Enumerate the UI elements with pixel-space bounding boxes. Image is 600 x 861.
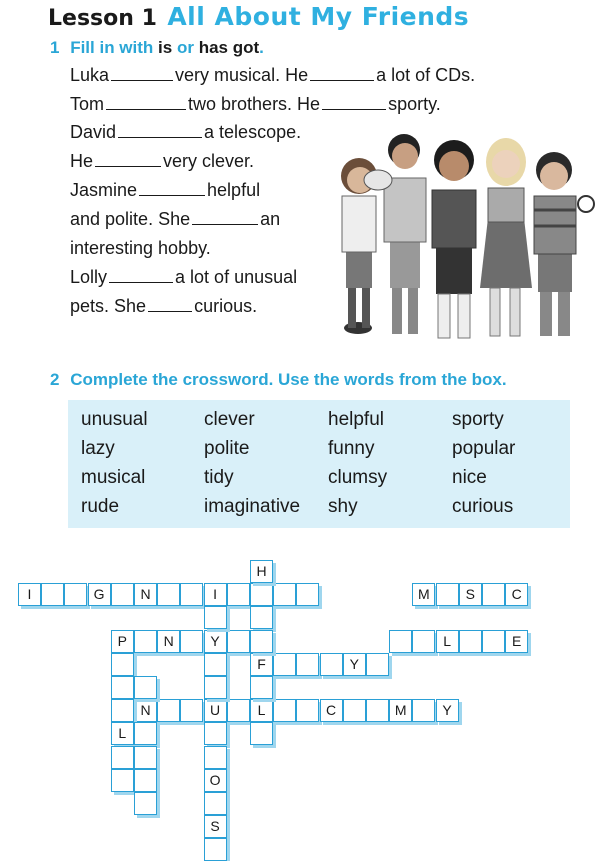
crossword-cell[interactable]	[482, 630, 505, 653]
keyword-has-got: has got	[198, 38, 260, 57]
crossword-cell[interactable]: O	[204, 769, 227, 792]
answer-blank[interactable]	[192, 210, 258, 225]
crossword-cell[interactable]	[482, 583, 505, 606]
crossword-cell[interactable]	[111, 676, 134, 699]
crossword-cell[interactable]	[157, 699, 180, 722]
keyword-or: or	[176, 38, 194, 57]
crossword-cell[interactable]: N	[134, 583, 157, 606]
word-box-word: musical	[81, 467, 146, 488]
crossword-cell[interactable]	[296, 583, 319, 606]
crossword-cell[interactable]	[111, 746, 134, 769]
crossword-cell[interactable]	[250, 722, 273, 745]
crossword-cell[interactable]: S	[459, 583, 482, 606]
crossword-cell[interactable]	[111, 583, 134, 606]
crossword-cell[interactable]	[389, 630, 412, 653]
crossword-cell[interactable]: E	[505, 630, 528, 653]
crossword-cell[interactable]: I	[18, 583, 41, 606]
crossword-cell[interactable]: N	[134, 699, 157, 722]
answer-blank[interactable]	[139, 181, 205, 196]
crossword-cell[interactable]: L	[436, 630, 459, 653]
crossword-cell[interactable]: P	[111, 630, 134, 653]
word-box-word: rude	[81, 496, 120, 517]
crossword-cell[interactable]	[180, 699, 203, 722]
word-box-word: polite	[204, 438, 250, 459]
sentence-text: an	[260, 209, 281, 229]
crossword-cell[interactable]: F	[250, 653, 273, 676]
crossword-cell[interactable]	[227, 583, 250, 606]
sentence-line	[70, 237, 211, 259]
sentence-text: and polite. She	[70, 209, 191, 229]
crossword-cell[interactable]	[296, 699, 319, 722]
crossword-cell[interactable]	[134, 769, 157, 792]
word-box-word: popular	[452, 438, 516, 459]
crossword-cell[interactable]	[459, 630, 482, 653]
crossword-cell[interactable]: M	[412, 583, 435, 606]
sentence-line	[70, 64, 475, 86]
crossword-cell[interactable]	[180, 630, 203, 653]
word-box-word: funny	[328, 438, 375, 459]
crossword-cell[interactable]	[134, 746, 157, 769]
crossword-cell[interactable]: U	[204, 699, 227, 722]
crossword-cell[interactable]	[41, 583, 64, 606]
word-box-word: sporty	[452, 409, 504, 430]
crossword-cell[interactable]: Y	[204, 630, 227, 653]
crossword-cell[interactable]	[343, 699, 366, 722]
exercise-2-number: 2	[50, 370, 60, 389]
answer-blank[interactable]	[310, 66, 374, 81]
sentence-text: a lot of CDs.	[376, 65, 476, 85]
lesson-number: Lesson 1	[48, 6, 157, 31]
keyword-is: is	[158, 38, 173, 57]
crossword-cell[interactable]: S	[204, 815, 227, 838]
crossword-cell[interactable]: L	[111, 722, 134, 745]
crossword-cell[interactable]	[227, 630, 250, 653]
lesson-title: All About My Friends	[167, 2, 470, 31]
answer-blank[interactable]	[106, 95, 186, 110]
sentence-text: pets. She	[70, 296, 147, 316]
crossword-cell[interactable]	[134, 630, 157, 653]
answer-blank[interactable]	[111, 66, 173, 81]
crossword-cell[interactable]	[250, 676, 273, 699]
crossword-cell[interactable]: N	[157, 630, 180, 653]
crossword-cell[interactable]: L	[250, 699, 273, 722]
word-box-word: imaginative	[204, 496, 301, 517]
exercise-1-prefix: Fill in with	[70, 38, 154, 57]
crossword-cell[interactable]	[180, 583, 203, 606]
exercise-1-number: 1	[50, 38, 60, 57]
crossword-cell[interactable]	[111, 699, 134, 722]
crossword-cell[interactable]: C	[505, 583, 528, 606]
sentence-text: two brothers. He	[188, 94, 321, 114]
word-box	[68, 400, 570, 528]
crossword-cell[interactable]: G	[88, 583, 111, 606]
kids-illustration	[328, 118, 598, 358]
exercise-2-instruction: Complete the crossword. Use the words from the box.	[70, 370, 507, 389]
answer-blank[interactable]	[109, 268, 173, 283]
answer-blank[interactable]	[118, 123, 202, 138]
crossword-cell[interactable]	[250, 630, 273, 653]
word-box-word: clumsy	[328, 467, 388, 488]
crossword-cell[interactable]	[412, 630, 435, 653]
lesson-header	[48, 2, 469, 31]
answer-blank[interactable]	[95, 152, 161, 167]
sentence-text: very musical. He	[175, 65, 309, 85]
crossword-cell[interactable]	[134, 676, 157, 699]
crossword-cell[interactable]	[204, 792, 227, 815]
sentence-text: a telescope.	[204, 122, 302, 142]
exercise-1-heading	[50, 38, 264, 58]
sentence-line	[70, 179, 260, 201]
sentence-line	[70, 93, 441, 115]
sentence-text: very clever.	[163, 151, 255, 171]
crossword-cell[interactable]	[204, 722, 227, 745]
sentence-text: David	[70, 122, 117, 142]
exercise-2-heading	[50, 370, 507, 390]
answer-blank[interactable]	[322, 95, 386, 110]
sentence-text: interesting hobby.	[70, 238, 211, 258]
crossword-cell[interactable]	[273, 653, 296, 676]
sentence-line	[70, 121, 301, 143]
heading-period: .	[259, 38, 264, 57]
sentence-text: a lot of unusual	[175, 267, 298, 287]
word-box-word: unusual	[81, 409, 148, 430]
sentence-line	[70, 295, 257, 317]
crossword-cell[interactable]	[204, 653, 227, 676]
sentence-line	[70, 150, 254, 172]
kid-3	[432, 140, 476, 338]
word-box-word: curious	[452, 496, 514, 517]
word-box-word: lazy	[81, 438, 115, 459]
crossword-cell[interactable]	[134, 722, 157, 745]
sentence-text: sporty.	[388, 94, 441, 114]
sentence-line	[70, 266, 297, 288]
kid-5	[534, 152, 594, 336]
crossword-cell[interactable]	[227, 699, 250, 722]
crossword-cell[interactable]: H	[250, 560, 273, 583]
crossword-cell[interactable]: I	[204, 583, 227, 606]
crossword-cell[interactable]	[366, 653, 389, 676]
sentence-text: Lolly	[70, 267, 108, 287]
word-box-word: tidy	[204, 467, 234, 488]
crossword-cell[interactable]: M	[389, 699, 412, 722]
crossword-grid	[0, 540, 600, 856]
crossword-cell[interactable]	[204, 746, 227, 769]
sentence-text: helpful	[207, 180, 261, 200]
word-box-word: clever	[204, 409, 255, 430]
crossword-cell[interactable]	[64, 583, 87, 606]
sentence-text: He	[70, 151, 94, 171]
crossword-cell[interactable]	[157, 583, 180, 606]
crossword-cell[interactable]	[134, 792, 157, 815]
word-box-word: helpful	[328, 409, 384, 430]
crossword-cell[interactable]	[111, 769, 134, 792]
crossword-cell[interactable]	[436, 583, 459, 606]
crossword-cell[interactable]	[111, 653, 134, 676]
crossword-cell[interactable]: C	[320, 699, 343, 722]
crossword-cell[interactable]	[250, 583, 273, 606]
crossword-cell[interactable]	[412, 699, 435, 722]
word-box-word: shy	[328, 496, 358, 517]
crossword-cell[interactable]	[296, 653, 319, 676]
sentence-text: Tom	[70, 94, 105, 114]
crossword-cell[interactable]: Y	[343, 653, 366, 676]
crossword-cell[interactable]	[204, 676, 227, 699]
crossword-cell[interactable]	[273, 583, 296, 606]
kid-4	[480, 138, 532, 336]
crossword-cell[interactable]	[366, 699, 389, 722]
crossword-cell[interactable]: Y	[436, 699, 459, 722]
crossword-cell[interactable]	[273, 699, 296, 722]
crossword-cell[interactable]	[320, 653, 343, 676]
sentence-line	[70, 208, 280, 230]
sentence-text: Jasmine	[70, 180, 138, 200]
crossword-cell[interactable]	[204, 838, 227, 861]
sentence-text: Luka	[70, 65, 110, 85]
word-box-word: nice	[452, 467, 487, 488]
crossword-cell[interactable]	[204, 606, 227, 629]
sentence-text: curious.	[194, 296, 258, 316]
crossword-cell[interactable]	[250, 606, 273, 629]
answer-blank[interactable]	[148, 297, 192, 312]
